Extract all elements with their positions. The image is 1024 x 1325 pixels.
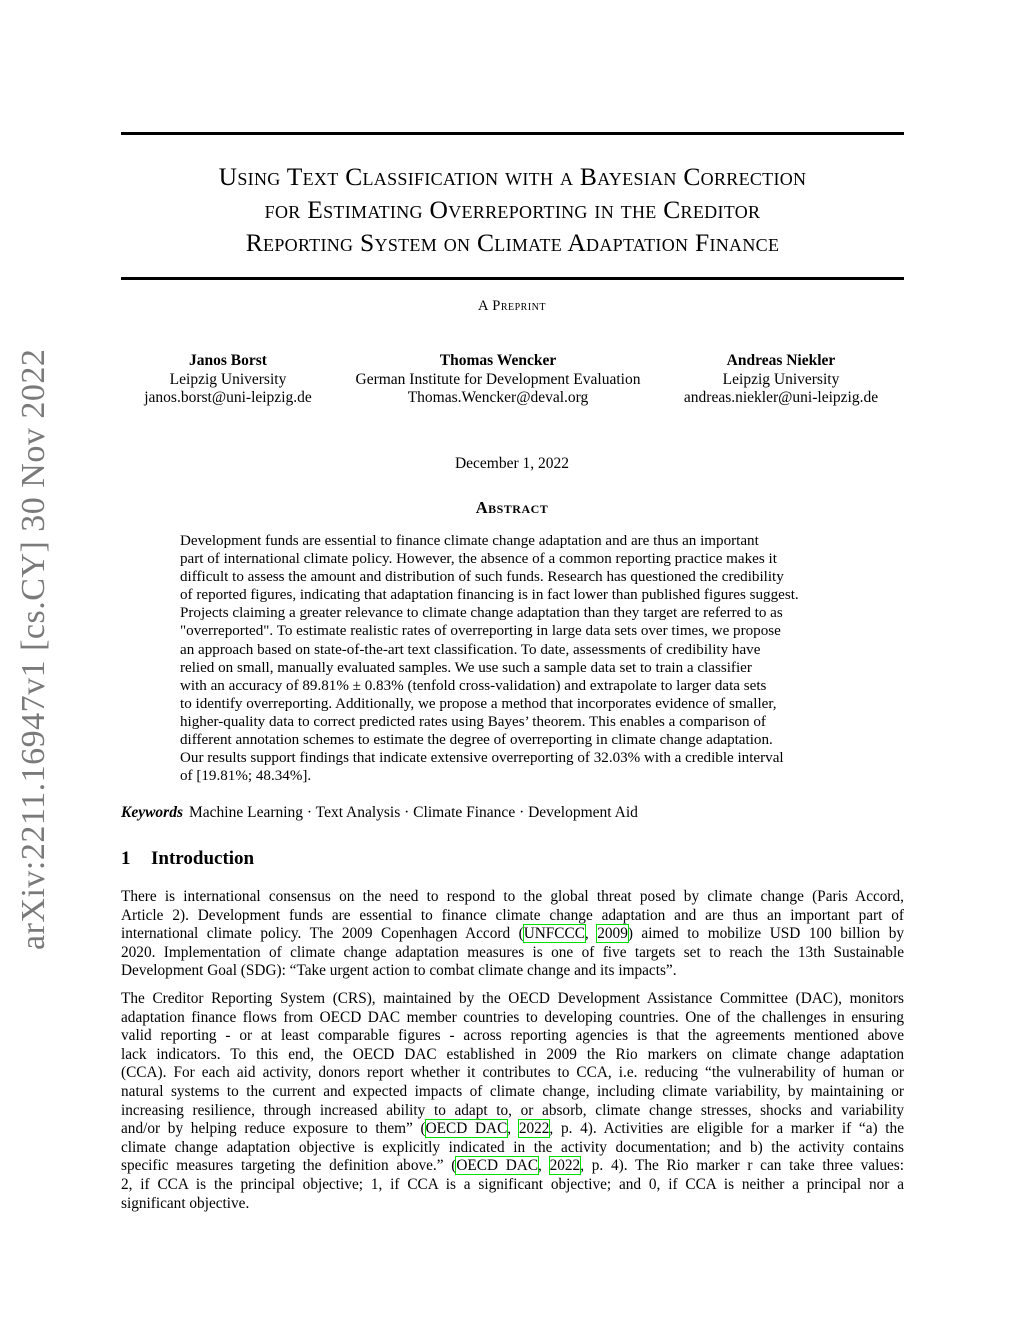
- abstract-line: Projects claiming a greater relevance to climate change adaptation than they target are referred to as: [180, 605, 783, 622]
- abstract-line: Development funds are essential to finance climate change adaptation and are thus an important: [180, 533, 759, 549]
- intro-paragraph-2: [121, 990, 904, 1213]
- author-email[interactable]: Thomas.Wencker@deval.org: [407, 389, 589, 406]
- paragraph-line: valid reporting - or at least comparable figures - across reporting agencies is that the agreements mentioned above: [121, 1027, 904, 1045]
- abstract-line: an approach based on state-of-the-art text classification. To date, assessments of credibility have: [180, 641, 761, 658]
- abstract-line: "overreported". To estimate realistic rates of overreporting in large data sets over times, we propose: [180, 623, 781, 640]
- abstract-line: Our results support findings that indicate extensive overreporting of 32.03% with a credible interval: [180, 750, 784, 767]
- paragraph-line: Development Goal (SDG): “Take urgent action to combat climate change and its impacts”.: [121, 962, 677, 980]
- title-line: Reporting System on Climate Adaptation Finance: [245, 228, 780, 257]
- abstract-line: relied on small, manually evaluated samples. We use such a sample data set to train a classifier: [180, 659, 752, 676]
- citation-link[interactable]: 2009: [597, 925, 628, 943]
- keywords-list: Machine Learning · Text Analysis · Climate Finance · Development Aid: [189, 804, 638, 821]
- citation-link[interactable]: 2022: [518, 1120, 550, 1138]
- paragraph-line: significant objective.: [121, 1194, 250, 1212]
- author-email[interactable]: andreas.niekler@uni-leipzig.de: [683, 389, 879, 406]
- author-affiliation: German Institute for Development Evaluation: [355, 370, 641, 388]
- paragraph-line: and/or by helping reduce exposure to them” (OECD DAC, 2022, p. 4). Activities are eligible for a marker if “a) the: [121, 1120, 904, 1138]
- author-block: [128, 352, 328, 408]
- paragraph-line: Article 2). Development funds are essential to finance climate change adaptation and are thus an important part of: [121, 906, 904, 924]
- author-name: Thomas Wencker: [439, 352, 557, 369]
- abstract-line: different annotation schemes to estimate the degree of overreporting in climate change adaptation.: [180, 732, 773, 749]
- paper-date: December 1, 2022: [454, 455, 570, 472]
- paragraph-line: increasing resilience, through increased ability to adapt to, or absorb, climate change stresses, shocks and variability: [121, 1101, 904, 1119]
- citation-link[interactable]: OECD DAC: [456, 1157, 539, 1175]
- author-affiliation: Leipzig University: [169, 370, 287, 388]
- author-email[interactable]: janos.borst@uni-leipzig.de: [144, 389, 312, 406]
- paragraph-line: The Creditor Reporting System (CRS), maintained by the OECD Development Assistance Committee (DAC), monitors: [121, 990, 904, 1007]
- author-name: Andreas Niekler: [726, 352, 836, 369]
- keywords: [121, 804, 638, 822]
- paragraph-line: lack indicators. To this end, the OECD DAC established in 2009 the Rio markers on climate change adaptation: [121, 1045, 904, 1063]
- paragraph-line: natural systems to the current and expected impacts of climate change, including climate variability, by maintaining or: [121, 1082, 904, 1100]
- paragraph-line: (CCA). For each aid activity, donors report whether it contributes to CCA, i.e. reducing “the vulnerability of human or: [121, 1064, 904, 1082]
- paragraph-line: 2020. Implementation of climate change adaptation measures is one of five targets set to reach the 13th Sustainable: [121, 943, 904, 961]
- abstract-heading: Abstract: [475, 498, 549, 517]
- paper-title: [121, 160, 904, 259]
- citation-link[interactable]: UNFCCC: [523, 925, 585, 943]
- paragraph-line: specific measures targeting the definition above.” (OECD DAC, 2022, p. 4). The Rio marker r can take three values:: [121, 1157, 904, 1175]
- section-number: 1: [121, 848, 131, 869]
- abstract-line: part of international climate policy. However, the absence of a common reporting practice makes it: [180, 551, 777, 568]
- author-block: [330, 352, 666, 408]
- abstract-line: of reported figures, indicating that adaptation financing is in fact lower than published figures suggest.: [180, 587, 799, 604]
- author-affiliation: Leipzig University: [722, 370, 840, 388]
- paragraph-line: There is international consensus on the need to respond to the global threat posed by climate change (Paris Accord,: [121, 888, 904, 905]
- abstract-line: to identify overreporting. Additionally, we propose a method that incorporates evidence of smaller,: [180, 695, 777, 712]
- abstract-line: with an accuracy of 89.81% ± 0.83% (tenfold cross-validation) and extrapolate to larger data sets: [180, 677, 767, 694]
- abstract-line: higher-quality data to correct predicted rates using Bayes’ theorem. This enables a comparison of: [180, 713, 766, 730]
- section-heading: [121, 848, 254, 870]
- preprint-label: A Preprint: [477, 298, 547, 314]
- title-rule-bottom: [121, 277, 904, 280]
- abstract-line: of [19.81%; 48.34%].: [180, 768, 312, 785]
- section-title: Introduction: [151, 848, 255, 869]
- author-block: [665, 352, 897, 408]
- paragraph-line: international climate policy. The 2009 Copenhagen Accord (UNFCCC, 2009) aimed to mobilize USD 100 billion by: [121, 925, 904, 943]
- arxiv-identifier-stamp: arXiv:2211.16947v1 [cs.CY] 30 Nov 2022: [15, 348, 52, 950]
- intro-paragraph-1: [121, 888, 904, 981]
- keywords-label: Keywords: [121, 804, 183, 821]
- title-line: for Estimating Overreporting in the Creditor: [264, 195, 761, 224]
- title-rule-top: [121, 132, 904, 135]
- author-name: Janos Borst: [189, 352, 267, 369]
- abstract-line: difficult to assess the amount and distribution of such funds. Research has questioned the credibility: [180, 569, 784, 586]
- citation-link[interactable]: OECD DAC: [425, 1120, 508, 1138]
- paragraph-line: 2, if CCA is the principal objective; 1, if CCA is a significant objective; and 0, if CCA is neither a principal nor a: [121, 1175, 904, 1193]
- citation-link[interactable]: 2022: [549, 1157, 581, 1175]
- title-line: Using Text Classification with a Bayesian Correction: [218, 162, 807, 191]
- abstract-body: [180, 532, 845, 785]
- paragraph-line: adaptation finance flows from OECD DAC member countries to developing countries. One of the challenges in ensuring: [121, 1008, 904, 1026]
- paragraph-line: climate change adaptation objective is explicitly indicated in the activity documentation; and b) the activity contains: [121, 1138, 904, 1156]
